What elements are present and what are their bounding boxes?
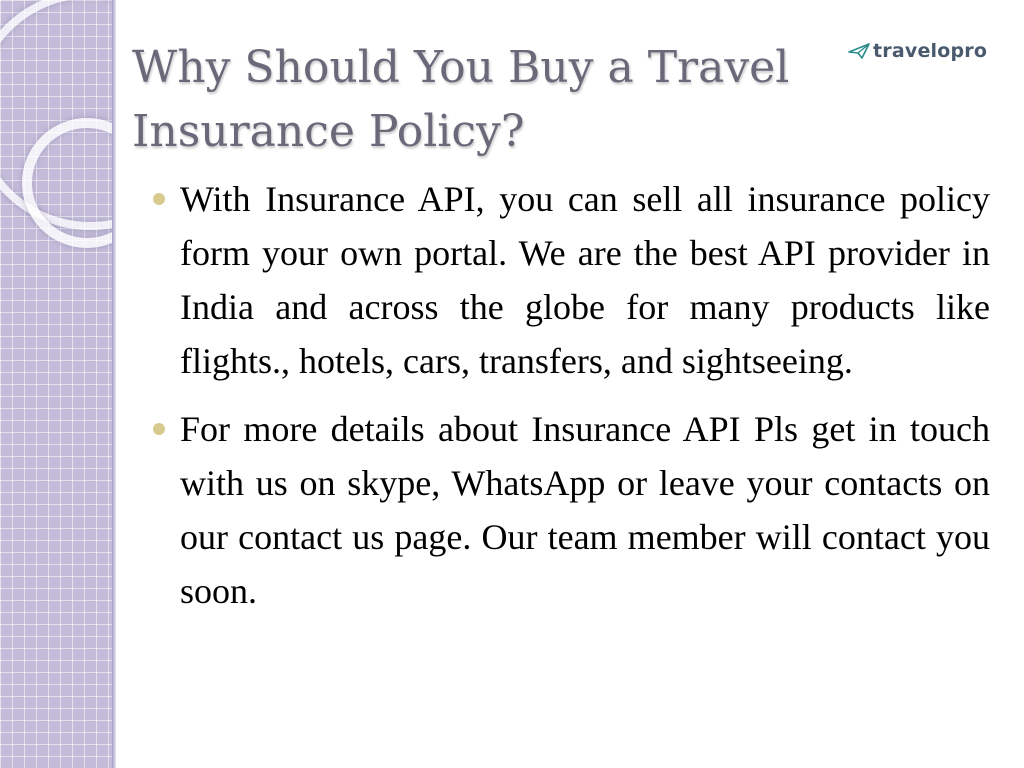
decorative-side-panel [0, 0, 112, 768]
bullet-icon [153, 193, 165, 205]
bullet-item [150, 402, 990, 618]
paper-plane-icon [848, 43, 870, 59]
slide-title: Why Should You Buy a Travel Insurance Policy? [132, 42, 790, 157]
bullet-list [150, 172, 990, 632]
logo-text: travelopro [873, 40, 988, 62]
bullet-text: With Insurance API, you can sell all insurance policy form your own portal. We are the best API provider in India and across the globe for many products like flights., hotels, cars, transfers, and sightseeing. [180, 179, 990, 381]
bullet-item [150, 172, 990, 388]
company-logo [848, 40, 987, 62]
bullet-text: For more details about Insurance API Pls get in touch with us on skype, WhatsApp or leave your contacts on our contact us page. Our team member will contact you soon. [180, 409, 990, 611]
bullet-icon [153, 423, 165, 435]
side-panel-edge [112, 0, 116, 768]
